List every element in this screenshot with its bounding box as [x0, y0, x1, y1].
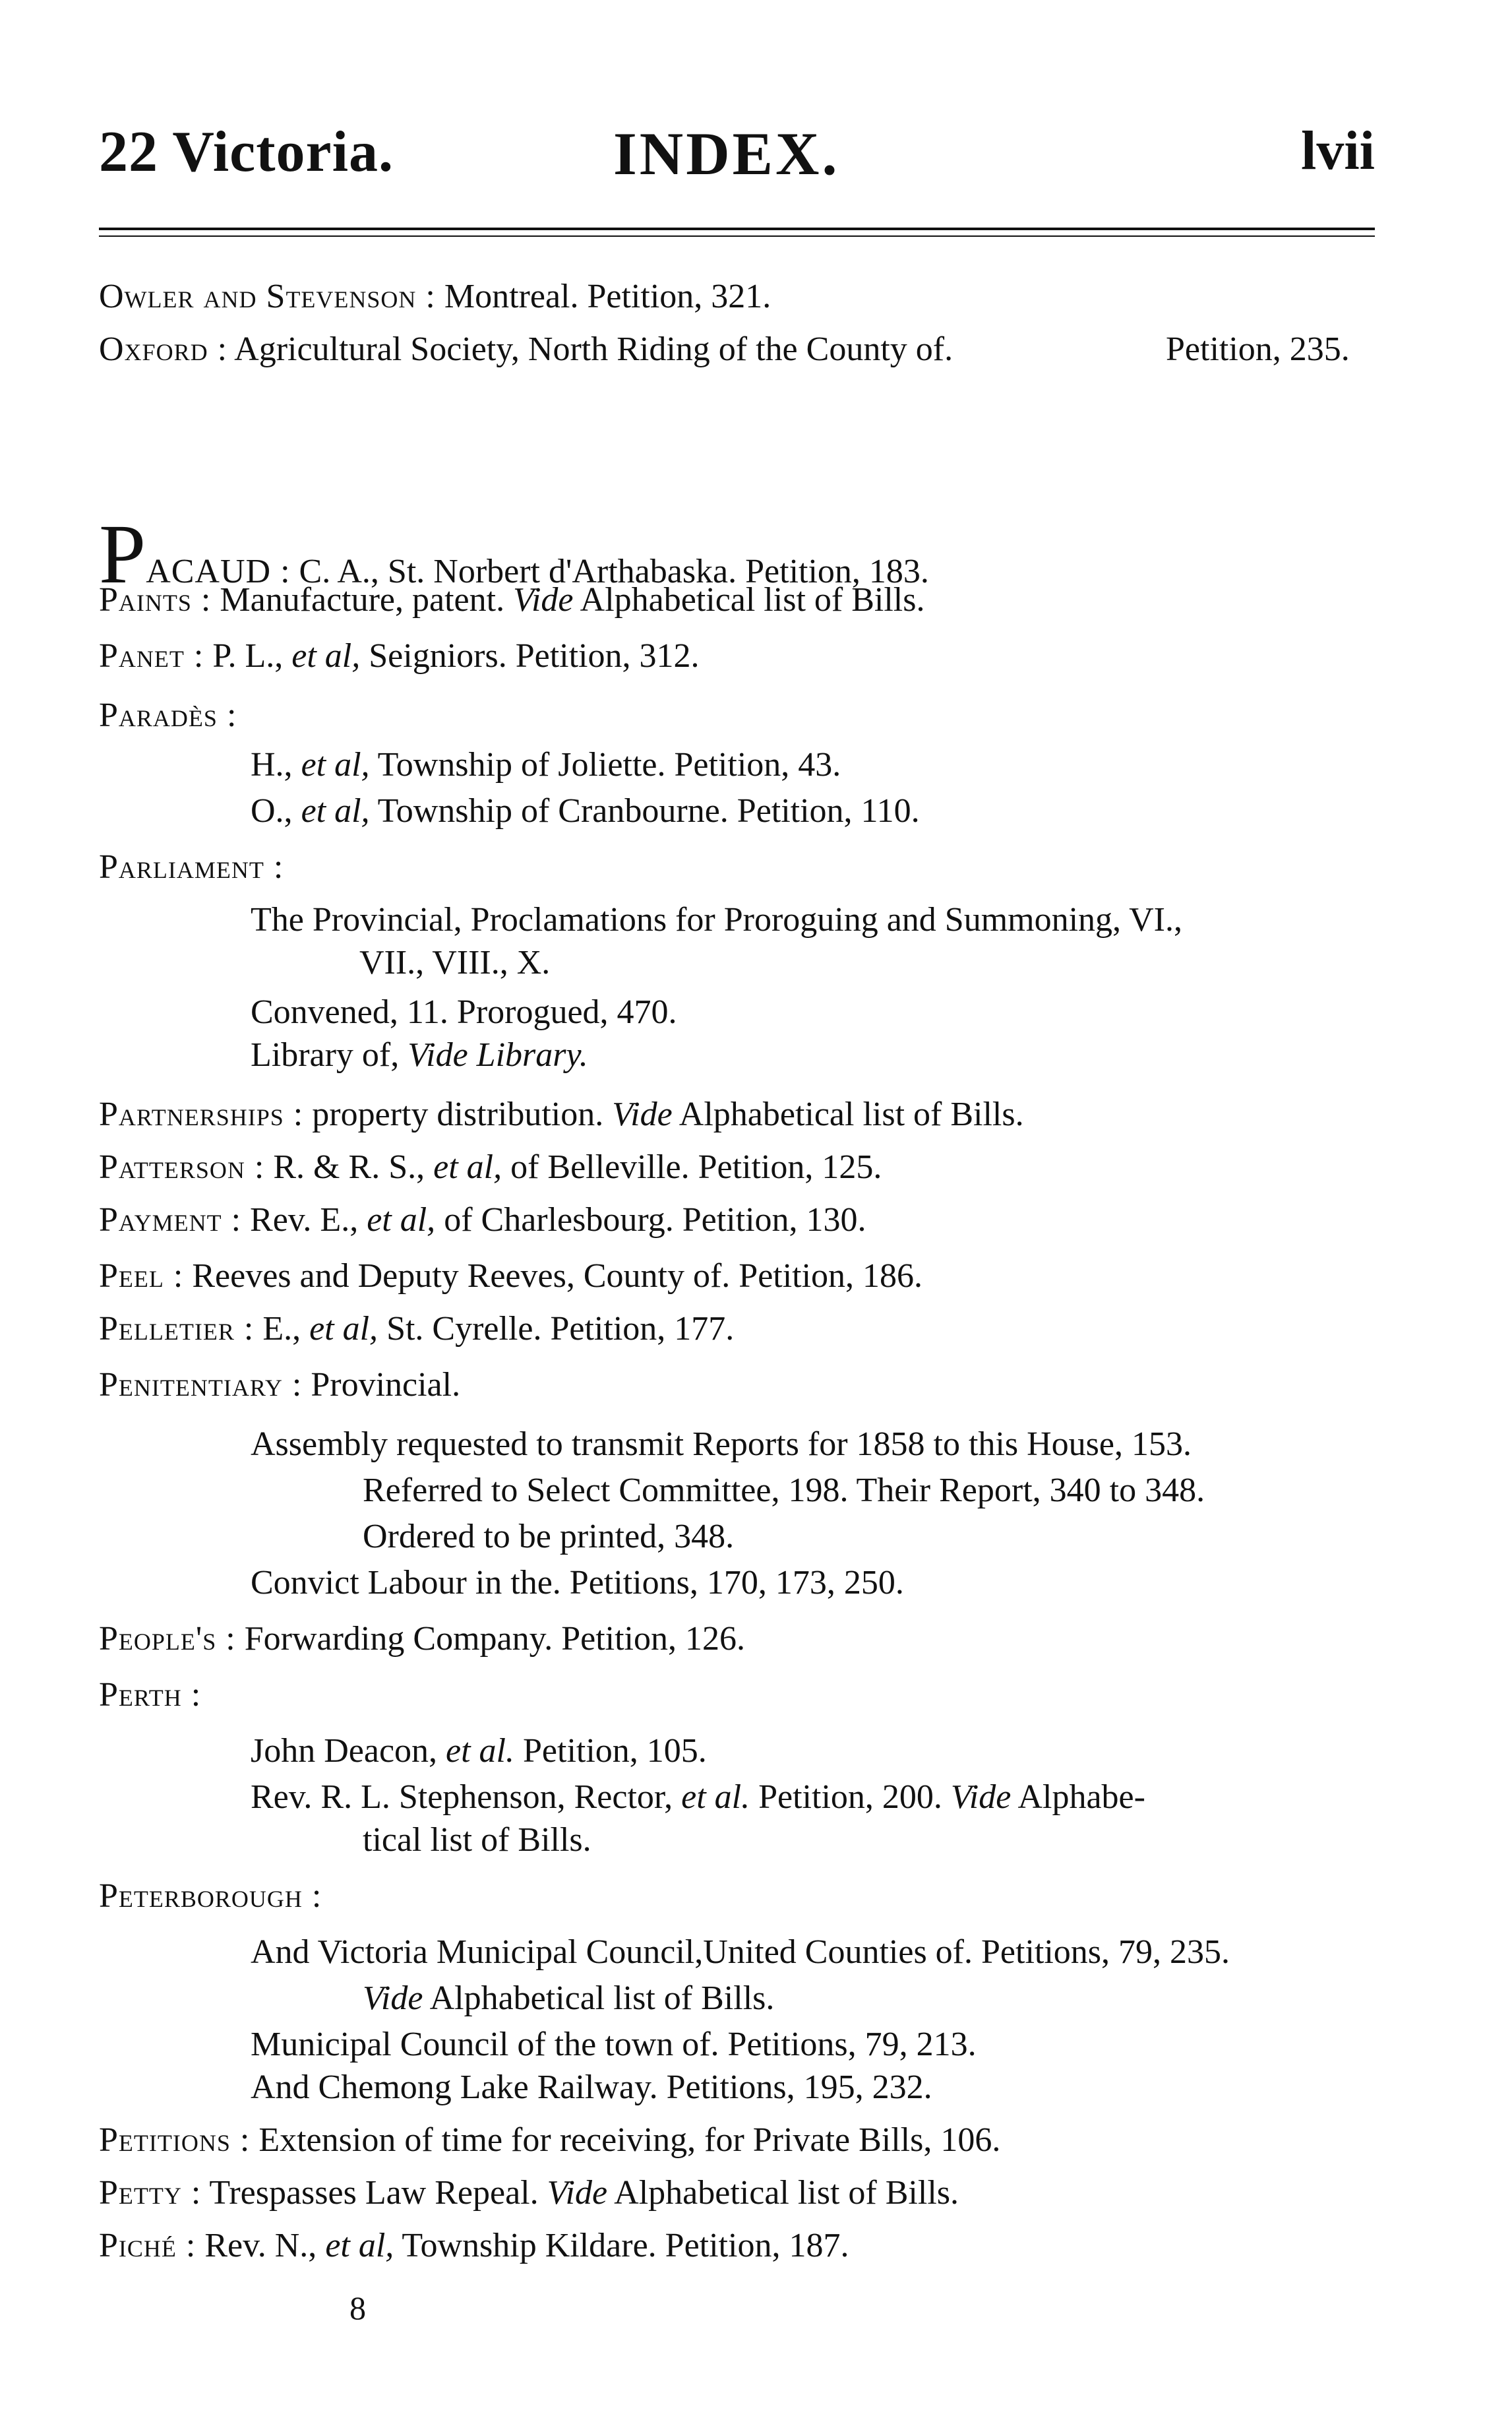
signature-mark: 8 — [349, 2289, 366, 2326]
vide-reference: Vide — [547, 2174, 608, 2212]
entry-tail: Alphabetical list of Bills. — [573, 581, 925, 619]
index-subentry — [251, 1778, 1145, 1817]
index-subentry — [251, 1036, 588, 1075]
entry-heading: People's : — [99, 1620, 236, 1658]
volume-title: 22 Victoria. — [99, 120, 394, 184]
et-al: et al. — [681, 1778, 750, 1816]
entry-tail: Seigniors. Petition, 312. — [360, 637, 700, 675]
index-entry-perth — [99, 1675, 201, 1715]
vide-reference: Vide — [363, 1979, 423, 2017]
index-subentry-continued — [363, 1979, 774, 2018]
index-entry-oxford — [99, 330, 953, 369]
entry-text: Reeves and Deputy Reeves, County of. Petition, 186. — [183, 1257, 923, 1295]
index-entry-pelletier — [99, 1309, 734, 1349]
index-entry-oxford-ref — [1166, 330, 1350, 369]
entry-heading: Petitions : — [99, 2121, 251, 2159]
entry-text: E., — [254, 1310, 310, 1348]
entry-text: H., — [251, 746, 301, 784]
index-entry-owler — [99, 277, 771, 317]
entry-text: Forwarding Company. Petition, 126. — [235, 1620, 746, 1658]
index-subentry — [251, 993, 677, 1032]
et-al: et al, — [433, 1148, 502, 1186]
index-entry-parliament — [99, 848, 284, 887]
entry-text: tical list of Bills. — [363, 1821, 591, 1859]
index-subentry — [251, 900, 1182, 940]
entry-text: John Deacon, — [251, 1732, 446, 1770]
entry-tail: Township of Cranbourne. Petition, 110. — [369, 792, 920, 830]
entry-text: Extension of time for receiving, for Private Bills, 106. — [250, 2121, 1001, 2159]
entry-heading: Piché : — [99, 2227, 197, 2264]
index-entry-penitentiary — [99, 1365, 460, 1405]
section-title: INDEX. — [613, 120, 840, 187]
entry-tail: of Charlesbourg. Petition, 130. — [435, 1201, 866, 1239]
header-rule-thick — [99, 228, 1375, 230]
entry-reference: Petition, 235. — [1166, 330, 1350, 368]
entry-text: Trespasses Law Repeal. — [201, 2174, 547, 2212]
index-subentry — [251, 2068, 932, 2107]
entry-text: The Provincial, Proclamations for Proroguing and Summoning, VI., — [251, 901, 1182, 939]
entry-heading: Petty : — [99, 2174, 202, 2212]
et-al: et al, — [325, 2227, 394, 2264]
entry-tail: Petition, 200. — [750, 1778, 951, 1816]
entry-text: And Victoria Municipal Council,United Counties of. Petitions, 79, 235. — [251, 1933, 1230, 1971]
index-entry-peoples — [99, 1619, 745, 1659]
index-subentry — [251, 2025, 977, 2065]
entry-text: VII., VIII., X. — [359, 944, 551, 981]
index-subentry — [251, 1425, 1192, 1464]
index-entry-paints — [99, 580, 924, 620]
et-al: et al, — [301, 746, 370, 784]
entry-tail: Alphabe- — [1011, 1778, 1145, 1816]
vide-reference: Vide — [612, 1096, 673, 1133]
entry-tail: Alphabetical list of Bills. — [607, 2174, 959, 2212]
index-subentry — [251, 1933, 1230, 1972]
index-subentry — [251, 1731, 707, 1771]
index-entry-petty — [99, 2173, 959, 2213]
et-al: et al, — [301, 792, 370, 830]
entry-tail: of Belleville. Petition, 125. — [502, 1148, 882, 1186]
index-entry-peterborough — [99, 1877, 322, 1916]
index-entry-piche — [99, 2226, 849, 2266]
entry-heading: Payment : — [99, 1201, 242, 1239]
entry-text: Convict Labour in the. Petitions, 170, 173, 250. — [251, 1564, 904, 1601]
entry-text: property distribution. — [303, 1096, 613, 1133]
entry-heading: Parliament : — [99, 848, 284, 886]
entry-heading: Peel : — [99, 1257, 184, 1295]
entry-heading: Perth : — [99, 1676, 202, 1714]
entry-tail: St. Cyrelle. Petition, 177. — [378, 1310, 735, 1348]
index-entry-payment — [99, 1200, 866, 1240]
entry-text: P. L., — [204, 637, 292, 675]
entry-text: Rev. E., — [241, 1201, 367, 1239]
index-entry-patterson — [99, 1148, 882, 1187]
entry-heading: Patterson : — [99, 1148, 265, 1186]
entry-text: Municipal Council of the town of. Petitions, 79, 213. — [251, 2026, 977, 2063]
entry-text: Rev. R. L. Stephenson, Rector, — [251, 1778, 682, 1816]
entry-heading: ACAUD : — [146, 553, 291, 590]
entry-text: Library of, — [251, 1036, 408, 1074]
entry-text: Agricultural Society, North Riding of the County of. — [227, 330, 953, 368]
entry-heading: Penitentiary : — [99, 1366, 303, 1404]
drop-initial: P — [99, 507, 146, 601]
entry-text: Manufacture, patent. — [211, 581, 514, 619]
et-al: et al, — [367, 1201, 436, 1239]
running-header — [99, 119, 1375, 211]
entry-text: Rev. N., — [196, 2227, 326, 2264]
entry-text: Montreal. Petition, 321. — [435, 278, 771, 315]
entry-text: Convened, 11. Prorogued, 470. — [251, 993, 677, 1031]
index-subentry-continued — [363, 1471, 1205, 1510]
entry-tail: Alphabetical list of Bills. — [423, 1979, 775, 2017]
page-number: lvii — [1300, 120, 1375, 181]
entry-text: O., — [251, 792, 301, 830]
entry-text: Provincial. — [302, 1366, 461, 1404]
entry-heading: Panet : — [99, 637, 204, 675]
entry-tail: Township Kildare. Petition, 187. — [394, 2227, 849, 2264]
et-al: et al. — [446, 1732, 515, 1770]
entry-text: And Chemong Lake Railway. Petitions, 195, 232. — [251, 2068, 932, 2106]
entry-text: C. A., St. Norbert d'Arthabaska. Petition, 183. — [290, 553, 929, 590]
index-entry-peel — [99, 1257, 922, 1296]
index-subentry — [251, 792, 920, 831]
header-rule-thin — [99, 235, 1375, 237]
et-al: et al, — [309, 1310, 378, 1348]
index-entry-petitions — [99, 2121, 1000, 2160]
entry-text: Assembly requested to transmit Reports for 1858 to this House, 153. — [251, 1425, 1192, 1463]
vide-reference: Vide — [950, 1778, 1012, 1816]
index-entry-parades — [99, 696, 237, 735]
entry-text: Referred to Select Committee, 198. Their Report, 340 to 348. — [363, 1472, 1205, 1509]
index-subentry-continued — [359, 943, 550, 983]
entry-heading: Paints : — [99, 581, 212, 619]
entry-heading: Oxford : — [99, 330, 228, 368]
index-subentry-continued — [363, 1517, 734, 1557]
entry-tail: Petition, 105. — [514, 1732, 707, 1770]
entry-heading: Partnerships : — [99, 1096, 304, 1133]
et-al: et al, — [291, 637, 361, 675]
entry-tail: Alphabetical list of Bills. — [672, 1096, 1024, 1133]
entry-heading: Peterborough : — [99, 1877, 322, 1915]
entry-heading: Pelletier : — [99, 1310, 255, 1348]
entry-tail: Township of Joliette. Petition, 43. — [369, 746, 841, 784]
index-subentry — [251, 745, 841, 785]
index-entry-panet — [99, 637, 700, 676]
entry-heading: Owler and Stevenson : — [99, 278, 436, 315]
entry-heading: Paradès : — [99, 697, 237, 734]
index-entry-partnerships — [99, 1095, 1024, 1134]
vide-reference: Vide — [513, 581, 574, 619]
index-subentry — [251, 1563, 904, 1603]
entry-text: Ordered to be printed, 348. — [363, 1518, 735, 1555]
vide-reference: Vide Library. — [408, 1036, 588, 1074]
index-subentry-continued — [363, 1820, 591, 1860]
entry-text: R. & R. S., — [264, 1148, 434, 1186]
